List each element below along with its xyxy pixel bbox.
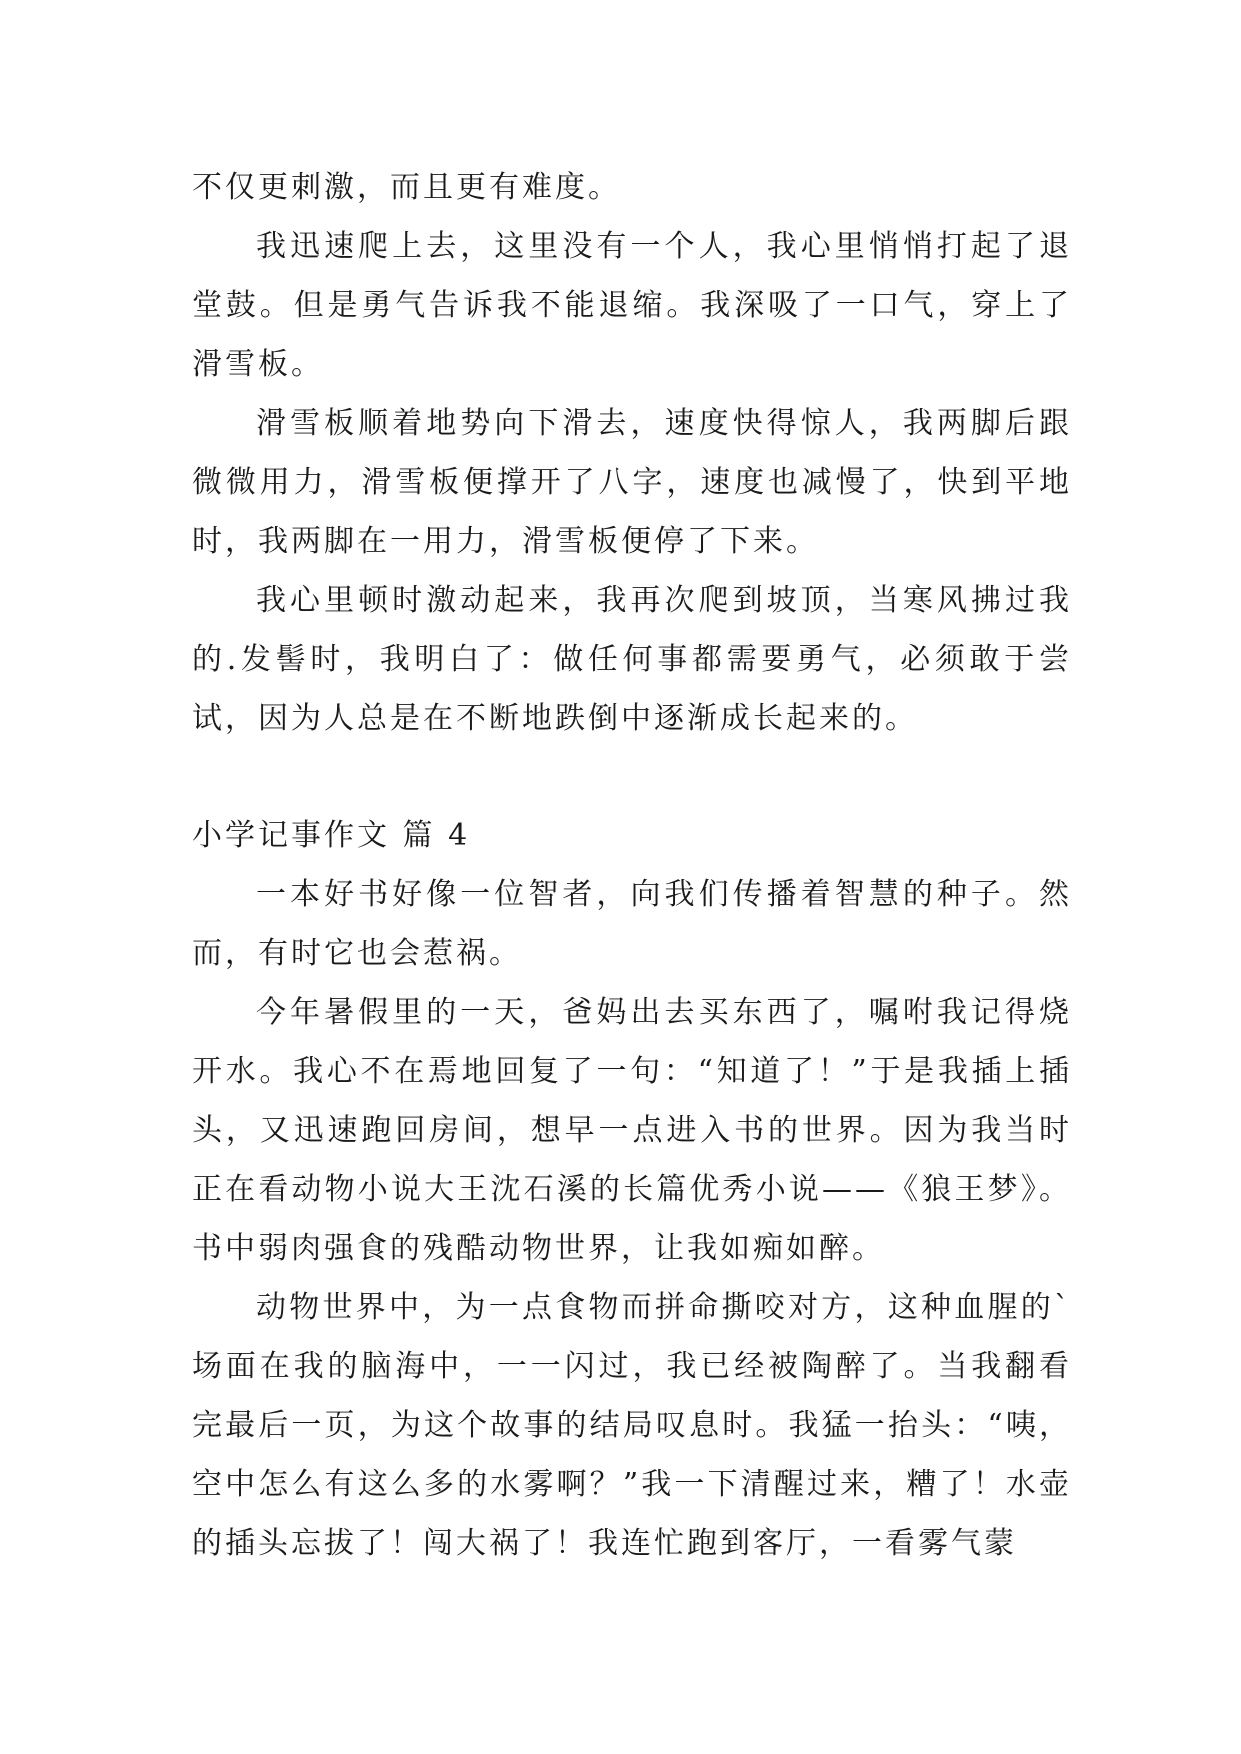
paragraph-4: 我心里顿时激动起来，我再次爬到坡顶，当寒风拂过我的.发髻时，我明白了：做任何事都需要勇气，必须敢于尝试，因为人总是在不断地跌倒中逐渐成长起来的。: [192, 583, 1072, 736]
paragraph-6: 今年暑假里的一天，爸妈出去买东西了，嘱咐我记得烧开水。我心不在焉地回复了一句：“知道了！”于是我插上插头，又迅速跑回房间，想早一点进入书的世界。因为我当时正在看动物小说大王沈石溪的长篇优秀小说——《狼王梦》。书中弱肉强食的残酷动物世界，让我如痴如醉。: [192, 995, 1072, 1266]
paragraph-3: 滑雪板顺着地势向下滑去，速度快得惊人，我两脚后跟微微用力，滑雪板便撑开了八字，速度也减慢了，快到平地时，我两脚在一用力，滑雪板便停了下来。: [192, 406, 1072, 559]
paragraph-7: 动物世界中，为一点食物而拼命撕咬对方，这种血腥的`场面在我的脑海中，一一闪过，我已经被陶醉了。当我翻看完最后一页，为这个故事的结局叹息时。我猛一抬头：“咦，空中怎么有这么多的水雾啊？”我一下清醒过来，糟了！水壶的插头忘拔了！闯大祸了！我连忙跑到客厅，一看雾气蒙: [192, 1290, 1072, 1561]
document-page: [192, 158, 1072, 1573]
paragraph-1: 不仅更刺激，而且更有难度。: [192, 170, 621, 205]
paragraph-5: 一本好书好像一位智者，向我们传播着智慧的种子。然而，有时它也会惹祸。: [192, 877, 1072, 971]
section-title: 小学记事作文 篇 4: [192, 818, 471, 853]
paragraph-2: 我迅速爬上去，这里没有一个人，我心里悄悄打起了退堂鼓。但是勇气告诉我不能退缩。我深吸了一口气，穿上了滑雪板。: [192, 229, 1072, 382]
